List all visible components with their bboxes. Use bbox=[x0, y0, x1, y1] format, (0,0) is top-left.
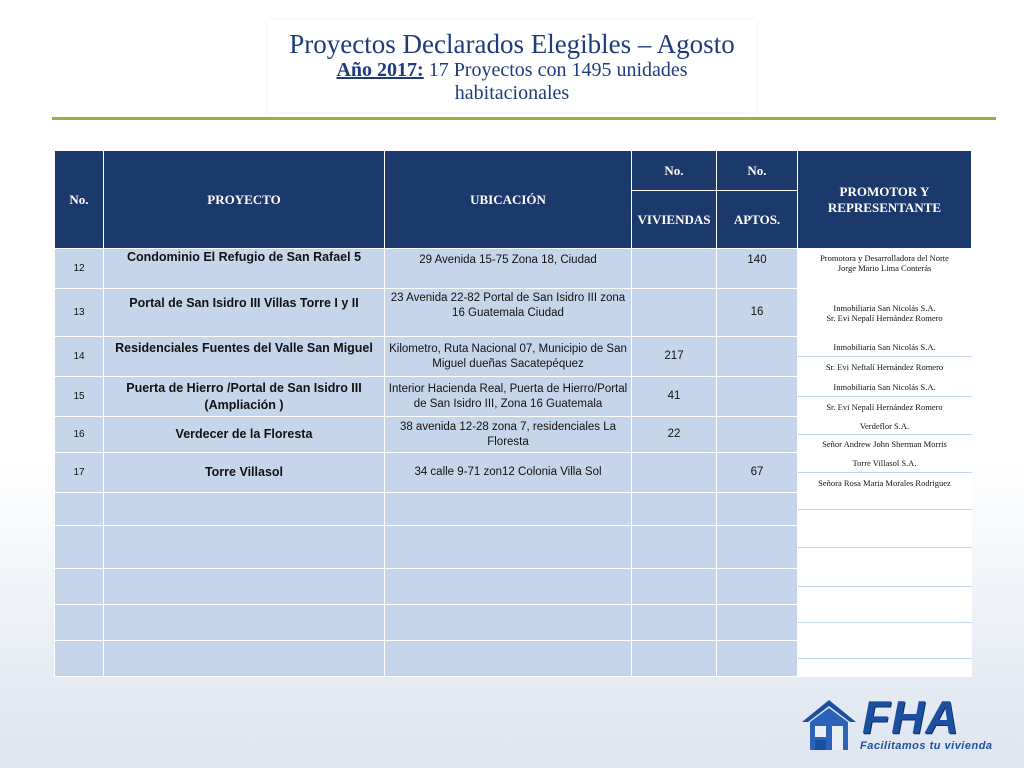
empty-cell bbox=[798, 605, 972, 623]
empty-cell bbox=[385, 641, 632, 677]
cell-proyecto: Torre Villasol bbox=[104, 453, 385, 493]
empty-cell bbox=[798, 548, 972, 569]
logo-slogan: Facilitamos tu vivienda bbox=[860, 740, 993, 752]
empty-cell bbox=[55, 569, 104, 605]
cell-viviendas: 22 bbox=[632, 417, 717, 453]
empty-cell bbox=[717, 493, 798, 526]
empty-cell bbox=[55, 526, 104, 569]
table-row bbox=[55, 377, 972, 397]
header-ubicacion: UBICACIÓN bbox=[385, 151, 632, 249]
empty-cell bbox=[632, 605, 717, 641]
empty-cell bbox=[798, 659, 972, 677]
cell-promotor bbox=[798, 289, 972, 337]
empty-cell bbox=[717, 605, 798, 641]
cell-aptos bbox=[717, 337, 798, 377]
promotor-representative: Señora Rosa Maria Morales Rodriguez bbox=[798, 473, 972, 493]
subtitle-text: 17 Proyectos con 1495 unidades bbox=[428, 59, 688, 81]
cell-proyecto: Residenciales Fuentes del Valle San Miguel bbox=[104, 337, 385, 377]
cell-ubicacion: Kilometro, Ruta Nacional 07, Municipio de San Miguel dueñas Sacatepéquez bbox=[385, 337, 632, 377]
empty-row bbox=[55, 526, 972, 548]
promotor-company: Inmobiliaria San Nicolás S.A. bbox=[798, 377, 972, 397]
promotor-representative: Sr. Evi Neftalí Hernández Romero bbox=[798, 357, 972, 377]
cell-proyecto: Condominio El Refugio de San Rafael 5 bbox=[104, 249, 385, 289]
promotor-representative: Señor Andrew John Sherman Morris bbox=[798, 435, 972, 453]
promotor-company: Verdeflor S.A. bbox=[798, 417, 972, 435]
empty-cell bbox=[798, 510, 972, 526]
empty-cell bbox=[104, 569, 385, 605]
house-icon bbox=[800, 696, 858, 752]
fha-logo bbox=[800, 691, 1010, 760]
cell-viviendas bbox=[632, 453, 717, 493]
promotor-representative: Sr. Evi Nepalí Hernández Romero bbox=[798, 397, 972, 417]
empty-cell bbox=[798, 526, 972, 548]
cell-ubicacion: 34 calle 9-71 zon12 Colonia Villa Sol bbox=[385, 453, 632, 493]
logo-text: FHA bbox=[862, 691, 960, 743]
table-row bbox=[55, 337, 972, 357]
empty-cell bbox=[798, 623, 972, 641]
empty-cell bbox=[798, 641, 972, 659]
header-aptos: APTOS. bbox=[717, 191, 798, 249]
promotor-company: Inmobiliaria San Nicolás S.A. bbox=[798, 337, 972, 357]
empty-cell bbox=[385, 526, 632, 569]
header-viviendas: VIVIENDAS bbox=[632, 191, 717, 249]
empty-cell bbox=[632, 641, 717, 677]
cell-no: 16 bbox=[55, 417, 104, 453]
promotor-company: Torre Villasol S.A. bbox=[798, 453, 972, 473]
table-row bbox=[55, 417, 972, 435]
empty-cell bbox=[385, 605, 632, 641]
cell-ubicacion: 38 avenida 12-28 zona 7, residenciales La Floresta bbox=[385, 417, 632, 453]
empty-row bbox=[55, 641, 972, 659]
page-subtitle bbox=[268, 59, 756, 82]
projects-table bbox=[54, 150, 972, 677]
cell-ubicacion: 23 Avenida 22-82 Portal de San Isidro III zona 16 Guatemala Ciudad bbox=[385, 289, 632, 337]
cell-aptos bbox=[717, 377, 798, 417]
cell-no: 13 bbox=[55, 289, 104, 337]
header-no-viviendas: No. bbox=[632, 151, 717, 191]
empty-cell bbox=[717, 641, 798, 677]
empty-cell bbox=[104, 493, 385, 526]
cell-ubicacion: Interior Hacienda Real, Puerta de Hierro/Portal de San Isidro III, Zona 16 Guatemala bbox=[385, 377, 632, 417]
empty-cell bbox=[632, 526, 717, 569]
empty-cell bbox=[55, 641, 104, 677]
cell-ubicacion: 29 Avenida 15-75 Zona 18, Ciudad bbox=[385, 249, 632, 289]
cell-no: 14 bbox=[55, 337, 104, 377]
table-row bbox=[55, 453, 972, 473]
empty-row bbox=[55, 605, 972, 623]
empty-cell bbox=[632, 493, 717, 526]
cell-promotor bbox=[798, 249, 972, 289]
empty-cell bbox=[385, 569, 632, 605]
empty-cell bbox=[798, 569, 972, 587]
cell-no: 15 bbox=[55, 377, 104, 417]
title-box bbox=[268, 20, 756, 112]
cell-viviendas: 41 bbox=[632, 377, 717, 417]
empty-cell bbox=[55, 493, 104, 526]
title-divider bbox=[52, 117, 996, 120]
promotor-company: Promotora y Desarrolladora del Norte bbox=[820, 253, 949, 263]
page-title: Proyectos Declarados Elegibles – Agosto bbox=[289, 29, 735, 59]
empty-cell bbox=[104, 641, 385, 677]
empty-cell bbox=[55, 605, 104, 641]
header-no: No. bbox=[55, 151, 104, 249]
cell-viviendas bbox=[632, 289, 717, 337]
empty-cell bbox=[717, 526, 798, 569]
year-label: Año 2017: bbox=[336, 59, 424, 81]
promotor-company: Inmobiliaria San Nicolás S.A. bbox=[833, 302, 936, 313]
cell-proyecto: Portal de San Isidro III Villas Torre I y II bbox=[104, 289, 385, 337]
header-proyecto: PROYECTO bbox=[104, 151, 385, 249]
cell-aptos: 140 bbox=[717, 249, 798, 289]
cell-no: 17 bbox=[55, 453, 104, 493]
empty-cell bbox=[798, 587, 972, 605]
cell-viviendas: 217 bbox=[632, 337, 717, 377]
table-row bbox=[55, 289, 972, 337]
promotor-representative: Jorge Mario Lima Conterás bbox=[837, 263, 932, 273]
empty-cell bbox=[717, 569, 798, 605]
cell-aptos: 67 bbox=[717, 453, 798, 493]
cell-aptos: 16 bbox=[717, 289, 798, 337]
empty-cell bbox=[632, 569, 717, 605]
empty-row bbox=[55, 569, 972, 587]
header-promotor: PROMOTOR Y REPRESENTANTE bbox=[798, 151, 972, 249]
empty-cell bbox=[104, 605, 385, 641]
empty-cell bbox=[385, 493, 632, 526]
header-no-aptos: No. bbox=[717, 151, 798, 191]
promotor-representative: Sr. Evi Nepalí Hernández Romero bbox=[826, 312, 943, 323]
empty-cell bbox=[104, 526, 385, 569]
cell-viviendas bbox=[632, 249, 717, 289]
cell-no: 12 bbox=[55, 249, 104, 289]
cell-aptos bbox=[717, 417, 798, 453]
cell-proyecto: Puerta de Hierro /Portal de San Isidro III (Ampliación ) bbox=[104, 377, 385, 417]
empty-cell bbox=[798, 493, 972, 510]
cell-proyecto: Verdecer de la Floresta bbox=[104, 417, 385, 453]
empty-row bbox=[55, 493, 972, 510]
page-subtitle-line2: habitacionales bbox=[454, 82, 570, 104]
table-row bbox=[55, 249, 972, 289]
